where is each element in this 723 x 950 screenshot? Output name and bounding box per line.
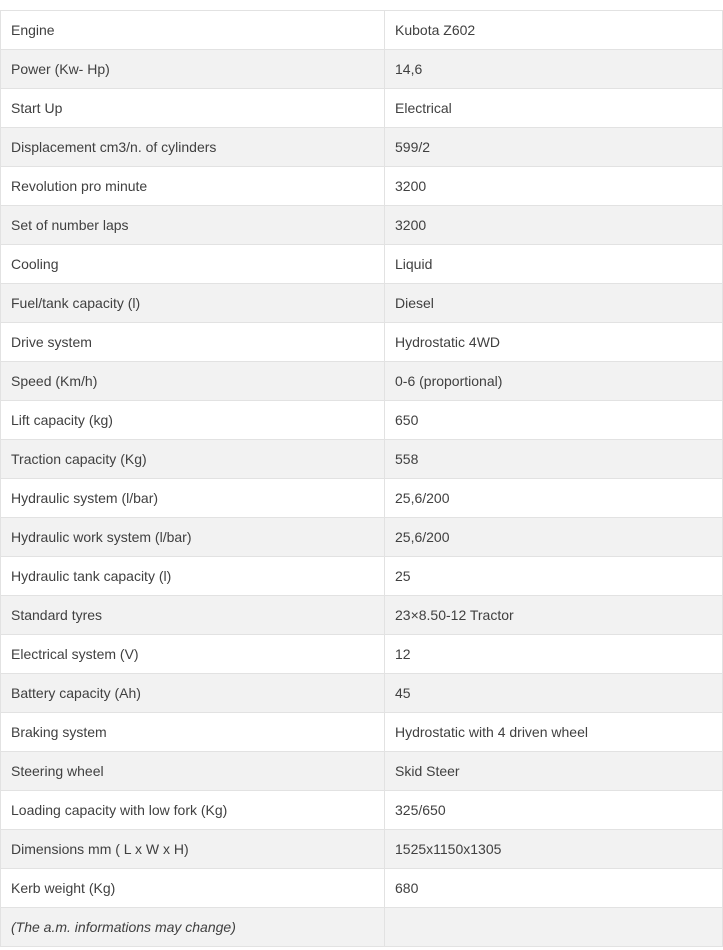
table-row [1,167,723,206]
spec-label: Hydraulic tank capacity (l) [1,557,385,596]
spec-value: 558 [385,440,723,479]
spec-label: Displacement cm3/n. of cylinders [1,128,385,167]
spec-label: Electrical system (V) [1,635,385,674]
spec-value: 25,6/200 [385,518,723,557]
spec-value: 650 [385,401,723,440]
spec-label: Lift capacity (kg) [1,401,385,440]
spec-label: Speed (Km/h) [1,362,385,401]
spec-label: Revolution pro minute [1,167,385,206]
spec-label: Dimensions mm ( L x W x H) [1,830,385,869]
spec-label: Engine [1,11,385,50]
table-row [1,479,723,518]
spec-value: 23×8.50-12 Tractor [385,596,723,635]
table-row [1,128,723,167]
table-row [1,596,723,635]
table-row [1,401,723,440]
spec-label: Kerb weight (Kg) [1,869,385,908]
spec-label: Standard tyres [1,596,385,635]
spec-label: Hydraulic system (l/bar) [1,479,385,518]
spec-label: Braking system [1,713,385,752]
spec-label: Cooling [1,245,385,284]
spec-table [0,10,723,947]
table-row [1,869,723,908]
spec-label: Fuel/tank capacity (l) [1,284,385,323]
table-row [1,557,723,596]
spec-value: 325/650 [385,791,723,830]
spec-value: Kubota Z602 [385,11,723,50]
spec-value: 0-6 (proportional) [385,362,723,401]
empty-cell [385,908,723,947]
spec-value: Hydrostatic 4WD [385,323,723,362]
table-row [1,323,723,362]
spec-value: 3200 [385,206,723,245]
spec-value: 1525x1150x1305 [385,830,723,869]
spec-value: 45 [385,674,723,713]
table-row [1,791,723,830]
spec-label: Start Up [1,89,385,128]
table-row [1,245,723,284]
disclaimer-note: (The a.m. informations may change) [1,908,385,947]
spec-label: Traction capacity (Kg) [1,440,385,479]
spec-label: Hydraulic work system (l/bar) [1,518,385,557]
spec-label: Set of number laps [1,206,385,245]
table-row [1,713,723,752]
spec-value: 25 [385,557,723,596]
spec-label: Drive system [1,323,385,362]
table-row [1,50,723,89]
spec-label: Power (Kw- Hp) [1,50,385,89]
table-row [1,89,723,128]
table-row [1,206,723,245]
table-row [1,11,723,50]
spec-value: Liquid [385,245,723,284]
table-row [1,635,723,674]
table-row [1,440,723,479]
spec-label: Loading capacity with low fork (Kg) [1,791,385,830]
table-row [1,362,723,401]
spec-value: 12 [385,635,723,674]
table-row [1,674,723,713]
spec-value: Skid Steer [385,752,723,791]
spec-value: 3200 [385,167,723,206]
spec-label: Battery capacity (Ah) [1,674,385,713]
note-row [1,908,723,947]
table-row [1,284,723,323]
table-row [1,830,723,869]
spec-label: Steering wheel [1,752,385,791]
table-row [1,752,723,791]
spec-value: Electrical [385,89,723,128]
spec-value: Diesel [385,284,723,323]
spec-value: Hydrostatic with 4 driven wheel [385,713,723,752]
spec-value: 25,6/200 [385,479,723,518]
table-row [1,518,723,557]
spec-value: 599/2 [385,128,723,167]
spec-table-body [1,11,723,947]
spec-value: 680 [385,869,723,908]
spec-value: 14,6 [385,50,723,89]
